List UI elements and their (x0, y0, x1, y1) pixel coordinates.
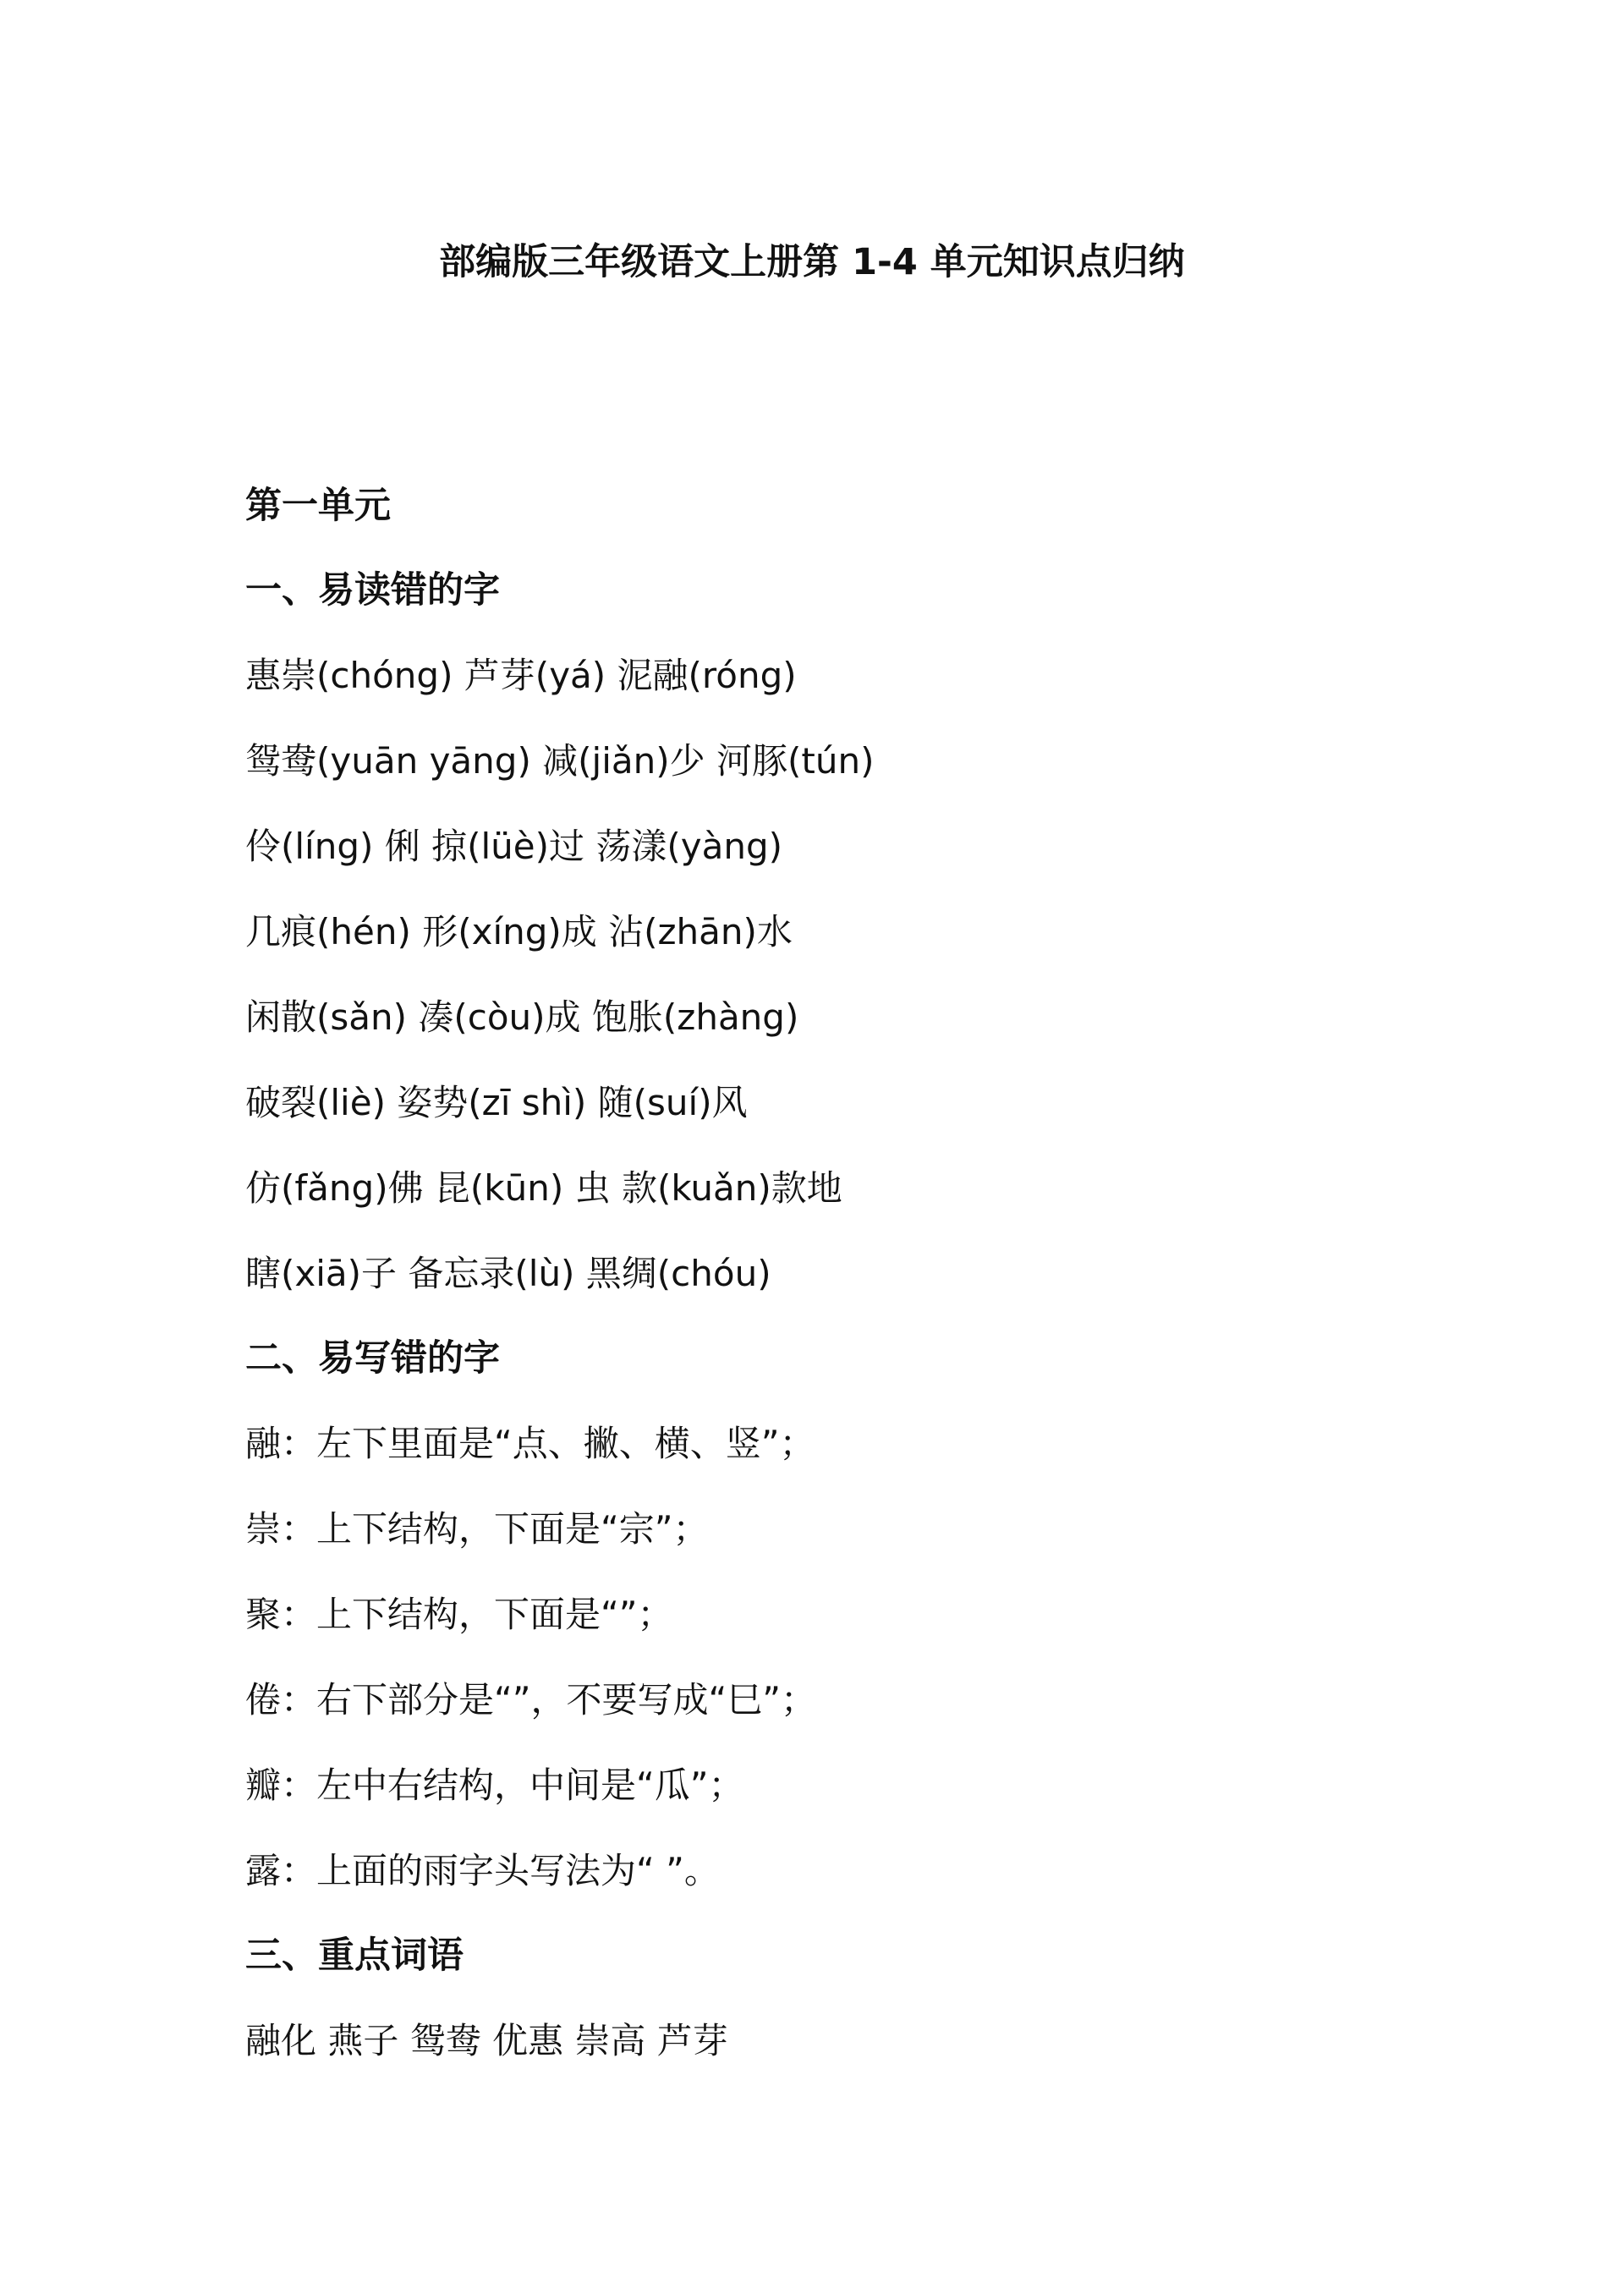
section-heading-easy-misread: 一、易读错的字 (245, 569, 500, 612)
misread-line-3: 伶(líng) 俐 掠(lüè)过 荡漾(yàng) (245, 826, 782, 867)
unit-heading: 第一单元 (245, 485, 391, 527)
document-body (245, 464, 1429, 2083)
document-title: 部编版三年级语文上册第 1-4 单元知识点归纳 (439, 241, 1185, 283)
misread-line-6: 破裂(liè) 姿势(zī shì) 随(suí)风 (245, 1082, 748, 1123)
misread-line-2: 鸳鸯(yuān yāng) 减(jiǎn)少 河豚(tún) (245, 740, 875, 782)
miswritten-line-2: 崇：上下结构，下面是“宗”； (245, 1508, 709, 1550)
section-heading-easy-miswritten: 二、易写错的字 (245, 1337, 500, 1380)
miswritten-line-5: 瓣：左中右结构，中间是“瓜”； (245, 1764, 744, 1806)
miswritten-line-1: 融：左下里面是“点、撇、横、竖”； (245, 1423, 815, 1464)
key-words-line-1: 融化 燕子 鸳鸯 优惠 崇高 芦芽 (245, 2020, 728, 2061)
misread-line-4: 几痕(hén) 形(xíng)成 沾(zhān)水 (245, 911, 793, 952)
miswritten-line-3: 聚：上下结构，下面是“”； (245, 1594, 673, 1635)
miswritten-line-6: 露：上面的雨字头写法为“ ”。 (245, 1850, 720, 1891)
misread-line-8: 瞎(xiā)子 备忘录(lù) 黑绸(chóu) (245, 1253, 771, 1294)
misread-line-1: 惠崇(chóng) 芦芽(yá) 泥融(róng) (245, 655, 797, 696)
miswritten-line-4: 倦：右下部分是“”，不要写成“巳”； (245, 1679, 817, 1720)
section-heading-key-words: 三、重点词语 (245, 1935, 464, 1977)
misread-line-7: 仿(fǎng)佛 昆(kūn) 虫 款(kuǎn)款地 (245, 1167, 842, 1209)
misread-line-5: 闲散(sǎn) 凑(còu)成 饱胀(zhàng) (245, 996, 799, 1038)
